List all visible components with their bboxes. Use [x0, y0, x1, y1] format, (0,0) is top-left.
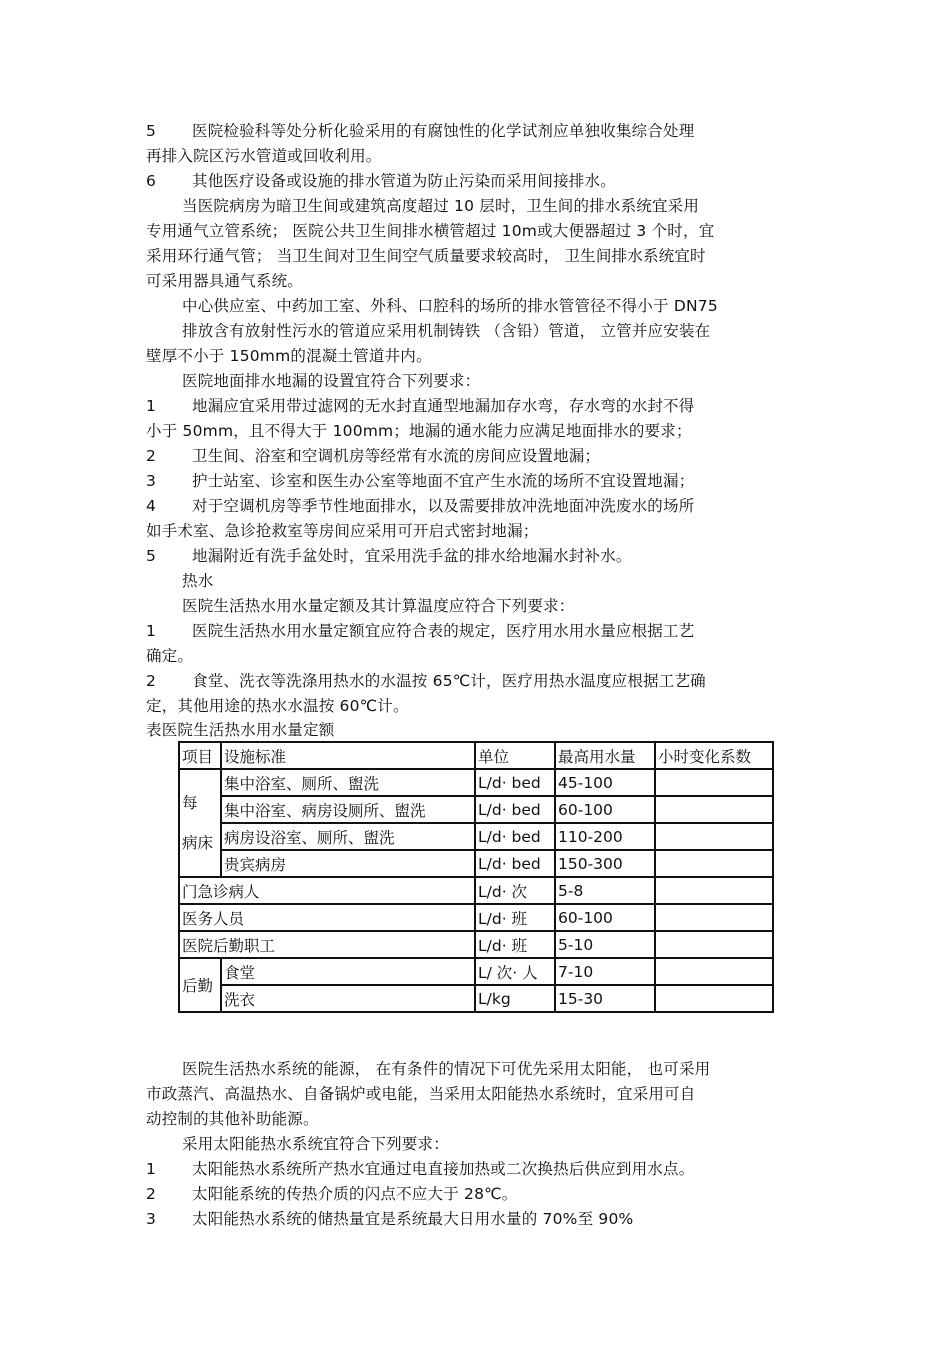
table-cell	[655, 877, 773, 904]
table-cell	[655, 958, 773, 985]
table-cell: L/d· bed	[475, 796, 555, 823]
table-cell: 医务人员	[179, 904, 475, 931]
table-row	[179, 931, 773, 958]
list-item: 3 护士站室、诊室和医生办公室等地面不宜产生水流的场所不宜设置地漏；	[146, 472, 695, 490]
paragraph: 采用环行通气管； 当卫生间对卫生间空气质量要求较高时， 卫生间排水系统宜时	[146, 247, 706, 265]
table-cell: L/d· bed	[475, 823, 555, 850]
table-cell: L/d· 次	[475, 877, 555, 904]
paragraph: 小于 50mm，且不得大于 100mm；地漏的通水能力应满足地面排水的要求；	[146, 422, 692, 440]
paragraph: 动控制的其他补助能源。	[146, 1110, 319, 1128]
list-item: 1 太阳能热水系统所产热水宜通过电直接加热或二次换热后供应到用水点。	[146, 1160, 695, 1178]
table-header-row	[179, 742, 773, 769]
table-cell: 5-10	[555, 931, 655, 958]
table-cell	[655, 985, 773, 1012]
paragraph: 定，其他用途的热水水温按 60℃计。	[146, 697, 409, 715]
paragraph: 如手术室、急诊抢救室等房间应采用可开启式密封地漏；	[146, 522, 539, 540]
table-cell: 贵宾病房	[221, 850, 475, 877]
table-cell: 150-300	[555, 850, 655, 877]
list-item: 5 地漏附近有洗手盆处时，宜采用洗手盆的排水给地漏水封补水。	[146, 547, 632, 565]
table-cell	[655, 850, 773, 877]
list-item: 2 卫生间、浴室和空调机房等经常有水流的房间应设置地漏；	[146, 447, 601, 465]
group-label-logistics: 后勤	[179, 958, 221, 1012]
table-cell: 5-8	[555, 877, 655, 904]
paragraph: 壁厚不小于 150mm的混凝土管道井内。	[146, 347, 432, 365]
table-cell: 110-200	[555, 823, 655, 850]
table-header-cell: 小时变化系数	[655, 742, 773, 769]
table-cell: 45-100	[555, 769, 655, 796]
table-cell: L/ 次· 人	[475, 958, 555, 985]
paragraph: 排放含有放射性污水的管道应采用机制铸铁 （含铅）管道， 立管并应安装在	[182, 322, 711, 340]
group-label-per-bed: 每 病床	[179, 769, 221, 877]
table-cell: L/d· bed	[475, 769, 555, 796]
table-cell: L/kg	[475, 985, 555, 1012]
list-item: 2 食堂、洗衣等洗涤用热水的水温按 65℃计，医疗用热水温度应根据工艺确	[146, 672, 706, 690]
table-cell: L/d· bed	[475, 850, 555, 877]
paragraph: 当医院病房为暗卫生间或建筑高度超过 10 层时，卫生间的排水系统宜采用	[182, 197, 700, 215]
table-cell	[655, 931, 773, 958]
table-row	[179, 877, 773, 904]
table-row	[179, 769, 773, 796]
table-cell	[655, 769, 773, 796]
list-item: 4 对于空调机房等季节性地面排水，以及需要排放冲洗地面冲洗废水的场所	[146, 497, 695, 515]
table-cell: 食堂	[221, 958, 475, 985]
paragraph: 医院生活热水系统的能源， 在有条件的情况下可优先采用太阳能， 也可采用	[182, 1060, 711, 1078]
list-item: 3 太阳能热水系统的储热量宜是系统最大日用水量的 70%至 90%	[146, 1210, 634, 1228]
table-header-cell: 项目	[179, 742, 221, 769]
table-header-cell: 最高用水量	[555, 742, 655, 769]
table-row	[179, 904, 773, 931]
table-cell: 7-10	[555, 958, 655, 985]
paragraph: 市政蒸汽、高温热水、自备锅炉或电能，当采用太阳能热水系统时，宜采用可自	[146, 1085, 696, 1103]
paragraph: 可采用器具通气系统。	[146, 272, 304, 290]
table-row	[179, 823, 773, 850]
table-cell: 医院后勤职工	[179, 931, 475, 958]
paragraph: 医院生活热水用水量定额及其计算温度应符合下列要求：	[182, 597, 575, 615]
table-row	[179, 958, 773, 985]
paragraph: 5 医院检验科等处分析化验采用的有腐蚀性的化学试剂应单独收集综合处理	[146, 122, 695, 140]
table-caption: 表医院生活热水用水量定额	[146, 721, 335, 739]
list-item: 2 太阳能系统的传热介质的闪点不应大于 28℃。	[146, 1185, 518, 1203]
table-cell: 集中浴室、厕所、盥洗	[221, 769, 475, 796]
table-cell: 洗衣	[221, 985, 475, 1012]
table-row	[179, 850, 773, 877]
table-header-cell: 设施标准	[221, 742, 475, 769]
table-cell: 门急诊病人	[179, 877, 475, 904]
paragraph: 专用通气立管系统； 医院公共卫生间排水横管超过 10m或大便器超过 3 个时，宜	[146, 222, 715, 240]
table-cell: 60-100	[555, 904, 655, 931]
paragraph: 6 其他医疗设备或设施的排水管道为防止污染而采用间接排水。	[146, 172, 616, 190]
table-cell: 15-30	[555, 985, 655, 1012]
table-cell: 病房设浴室、厕所、盥洗	[221, 823, 475, 850]
table-cell: L/d· 班	[475, 931, 555, 958]
table-row	[179, 985, 773, 1012]
list-item: 1 地漏应宜采用带过滤网的无水封直通型地漏加存水弯，存水弯的水封不得	[146, 397, 695, 415]
table-cell: 60-100	[555, 796, 655, 823]
table-cell	[655, 796, 773, 823]
paragraph: 再排入院区污水管道或回收利用。	[146, 147, 382, 165]
paragraph: 中心供应室、中药加工室、外科、口腔科的场所的排水管管径不得小于 DN75	[182, 297, 718, 315]
section-heading: 热水	[182, 572, 214, 590]
paragraph: 采用太阳能热水系统宜符合下列要求：	[182, 1135, 449, 1153]
table-row	[179, 796, 773, 823]
paragraph: 医院地面排水地漏的设置宜符合下列要求：	[182, 372, 481, 390]
list-item: 1 医院生活热水用水量定额宜应符合表的规定，医疗用水用水量应根据工艺	[146, 622, 695, 640]
table-header-cell: 单位	[475, 742, 555, 769]
table-cell: 集中浴室、病房设厕所、盥洗	[221, 796, 475, 823]
table-cell: L/d· 班	[475, 904, 555, 931]
table-cell	[655, 904, 773, 931]
hot-water-quota-table	[178, 741, 774, 1013]
paragraph: 确定。	[146, 647, 194, 665]
table-cell	[655, 823, 773, 850]
